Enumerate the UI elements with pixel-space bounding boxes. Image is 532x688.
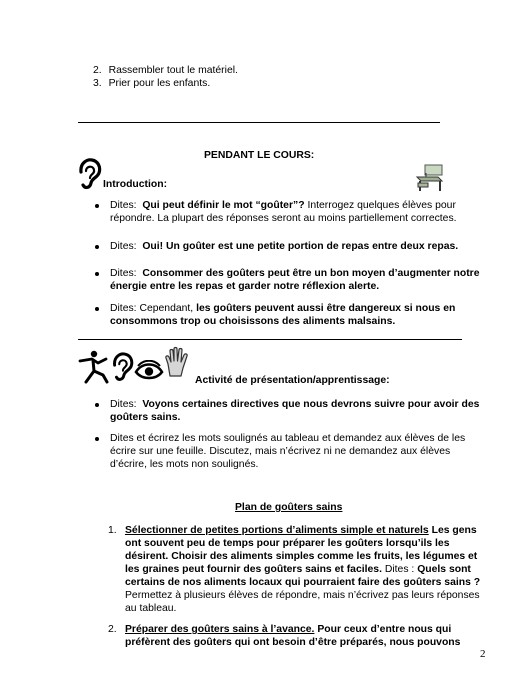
intro-item-3	[110, 267, 480, 293]
plan-item-1-question-start: Quels sont	[414, 564, 471, 575]
dites-label: Dites:	[110, 268, 137, 279]
intro-item-4-bold: les goûters peuvent aussi être dangereux si nous en	[193, 303, 456, 314]
plan-item-1-underline: Sélectionner de petites portions d’aliments simple et naturels	[125, 525, 429, 536]
plan-item-1	[125, 524, 480, 615]
intro-item-1-bold: Qui peut définir le mot “goûter”?	[142, 200, 305, 211]
plan-item-1-note1: Permettez à plusieurs élèves de répondre, mais n’écrivez pas leurs réponses	[125, 590, 480, 601]
section-title-pendant: PENDANT LE COURS:	[204, 150, 315, 161]
activity-item-1-bold: Voyons certaines directives que nous devrons suivre pour avoir des	[142, 399, 480, 410]
plan-item-1-num: 1.	[108, 525, 117, 536]
bullet-dot	[95, 437, 99, 441]
bullet-dot	[95, 204, 99, 208]
dites-label: Dites:	[110, 241, 137, 252]
dites-label: Dites:	[110, 200, 137, 211]
prep-item-3-num: 3.	[93, 78, 102, 89]
intro-item-1-line2: répondre. La plupart des réponses seront au moins partiellement correctes.	[110, 213, 457, 224]
plan-title: Plan de goûters sains	[235, 502, 343, 513]
prep-item-2-num: 2.	[93, 65, 102, 76]
plan-item-2-line2: préfèrent des goûters qui ont besoin d’être préparés, nous pouvons	[125, 637, 461, 648]
classroom-desk-icon	[414, 163, 446, 193]
plan-item-1-after: Les gens	[428, 525, 477, 536]
hand-icon	[164, 346, 190, 380]
intro-item-3-bold: Consommer des goûters peut être un bon moyen d’augmenter notre	[142, 268, 480, 279]
intro-item-1	[110, 199, 457, 225]
plan-item-1-note2: au tableau.	[125, 603, 177, 614]
body-movement-icon	[76, 349, 110, 385]
intro-item-2	[110, 240, 458, 253]
ear-icon	[76, 158, 102, 190]
dites-label: Dites :	[381, 564, 415, 575]
plan-item-2-underline: Préparer des goûters sains à l’avance.	[125, 624, 315, 635]
activity-item-2-line2: écrire sur une feuille. Discutez, mais n’écrivez ni ne demandez aux élèves	[110, 446, 451, 457]
intro-heading: Introduction:	[103, 179, 168, 190]
activity-item-2-line1: Dites et écrirez les mots soulignés au tableau et demandez aux élèves de les	[110, 433, 466, 444]
intro-item-4-line2: consommons trop ou choisissons des aliments malsains.	[110, 316, 396, 327]
section-divider-1	[78, 122, 440, 123]
plan-item-1-line4: les graines peut fournir des goûters sains et faciles.	[125, 564, 382, 575]
activity-item-2	[110, 432, 465, 471]
dites-label: Dites: Cependant,	[110, 303, 194, 314]
eye-icon	[134, 360, 164, 382]
activity-item-2-line3: d’écrire, les mots non soulignés.	[110, 459, 259, 470]
prep-item-3-text: Prier pour les enfants.	[108, 78, 211, 89]
bullet-dot	[95, 307, 99, 311]
section-divider-2	[78, 339, 462, 340]
prep-item-2	[93, 64, 238, 77]
dites-label: Dites:	[110, 399, 137, 410]
plan-item-1-question: certains de nos aliments locaux qui pourraient faire des goûters sains ?	[125, 577, 481, 588]
intro-item-4	[110, 302, 455, 328]
ear-icon	[110, 352, 134, 382]
intro-item-2-bold: Oui! Un goûter est une petite portion de repas entre deux repas.	[142, 241, 459, 252]
intro-item-3-line2: énergie entre les repas et garder notre réflexion alerte.	[110, 281, 380, 292]
activity-item-1	[110, 398, 479, 424]
bullet-dot	[95, 403, 99, 407]
plan-item-1-line3: désirent. Choisir des aliments simples comme les fruits, les légumes et	[125, 551, 478, 562]
bullet-dot	[95, 245, 99, 249]
activity-item-1-line2: goûters sains.	[110, 412, 181, 423]
intro-item-1-text: Interrogez quelques élèves pour	[304, 200, 456, 211]
plan-item-2-num: 2.	[108, 624, 117, 635]
bullet-dot	[95, 272, 99, 276]
page-number: 2	[480, 648, 486, 660]
plan-item-2-after: Pour ceux d’entre nous qui	[314, 624, 452, 635]
prep-item-2-text: Rassembler tout le matériel.	[108, 65, 238, 76]
plan-item-2	[125, 623, 460, 649]
prep-item-3	[93, 77, 210, 90]
plan-item-1-line2: ont souvent peu de temps pour préparer les goûters lorsqu’ils les	[125, 538, 450, 549]
activity-heading: Activité de présentation/apprentissage:	[195, 375, 390, 386]
